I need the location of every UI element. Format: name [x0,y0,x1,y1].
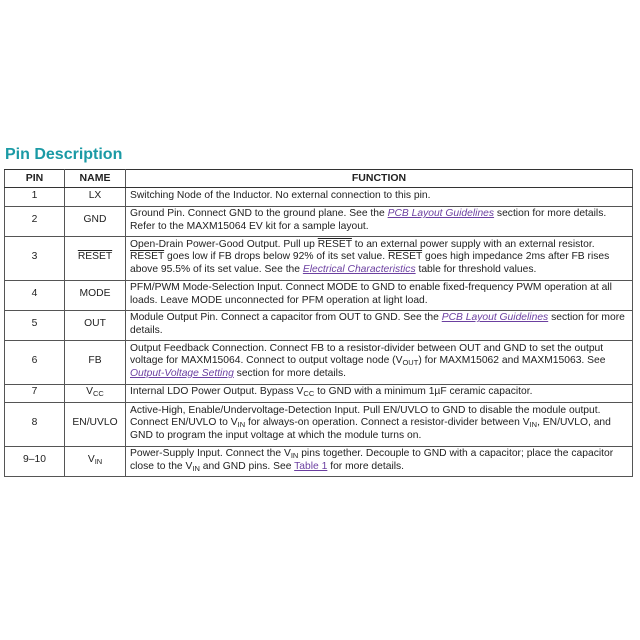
pin-number: 8 [5,402,65,446]
pin-function: Power-Supply Input. Connect the $V_{IN}$ pins together. Decouple to GND with a capacitor; place the capacitor close to the $V_{IN}$ and GND pins. See Table 1 for more details. [126,446,633,476]
pin-function: Open-Drain Power-Good Output. Pull up RESET to an external power supply with an external resistor. RESET goes low if FB drops below 92% of its set value. RESET goes high impedance 2ms after FB rises above 95.5% of its set value. See the Electrical Characteristics table for threshold values. [126,236,633,280]
pin-name: $V_{CC}$ [65,384,126,402]
table-row [5,187,633,206]
column-header-name: NAME [65,170,126,188]
table-row [5,310,633,340]
pin-function: Switching Node of the Inductor. No external connection to this pin. [126,187,633,206]
pin-function: Internal LDO Power Output. Bypass $V_{CC}$ to GND with a minimum 1µF ceramic capacitor. [126,384,633,402]
pin-name: OUT [65,310,126,340]
pin-name: RESET [65,236,126,280]
pin-number: 9–10 [5,446,65,476]
pin-name: MODE [65,280,126,310]
pin-name: GND [65,206,126,236]
table-row [5,446,633,476]
pin-number: 5 [5,310,65,340]
table-row [5,402,633,446]
pin-name: LX [65,187,126,206]
section-title: Pin Description [5,146,123,163]
table-row [5,384,633,402]
table-row [5,236,633,280]
pin-name: FB [65,340,126,384]
pin-function: Active-High, Enable/Undervoltage-Detection Input. Pull EN/UVLO to GND to disable the module output. Connect EN/UVLO to $V_{IN}$ for always-on operation. Connect a resistor-divider between $V_{IN}$, EN/UVLO, and GND to program the input voltage at which the module turns on. [126,402,633,446]
pin-number: 7 [5,384,65,402]
pin-function: Output Feedback Connection. Connect FB to a resistor-divider between OUT and GND to set the output voltage for MAXM15064. Connect to output voltage node $(V_{OUT})$ for MAXM15062 and MAXM15063. See Output-Voltage Setting section for more details. [126,340,633,384]
pin-number: 1 [5,187,65,206]
header-row [5,170,633,188]
table-row [5,206,633,236]
pin-number: 3 [5,236,65,280]
table-1-link[interactable]: Table 1 [294,460,328,472]
pin-number: 2 [5,206,65,236]
electrical-characteristics-link[interactable]: Electrical Characteristics [302,263,416,275]
pin-function: Module Output Pin. Connect a capacitor from OUT to GND. See the PCB Layout Guidelines section for more details. [126,310,633,340]
table-row [5,280,633,310]
pin-description-table [4,169,633,477]
pin-number: 4 [5,280,65,310]
pin-name: $V_{IN}$ [65,446,126,476]
pin-function: PFM/PWM Mode-Selection Input. Connect MODE to GND to enable fixed-frequency PWM operation at all loads. Leave MODE unconnected for PFM operation at light load. [126,280,633,310]
pin-name: EN/UVLO [65,402,126,446]
column-header-function: FUNCTION [126,170,633,188]
pin-function: Ground Pin. Connect GND to the ground plane. See the PCB Layout Guidelines section for more details. Refer to the MAXM15064 EV kit for a sample layout. [126,206,633,236]
pin-number: 6 [5,340,65,384]
table-row [5,340,633,384]
pcb-layout-guidelines-link[interactable]: PCB Layout Guidelines [441,312,549,323]
output-voltage-setting-link[interactable]: Output-Voltage Setting [130,367,234,379]
column-header-pin: PIN [5,170,65,188]
pcb-layout-guidelines-link[interactable]: PCB Layout Guidelines [387,208,495,219]
